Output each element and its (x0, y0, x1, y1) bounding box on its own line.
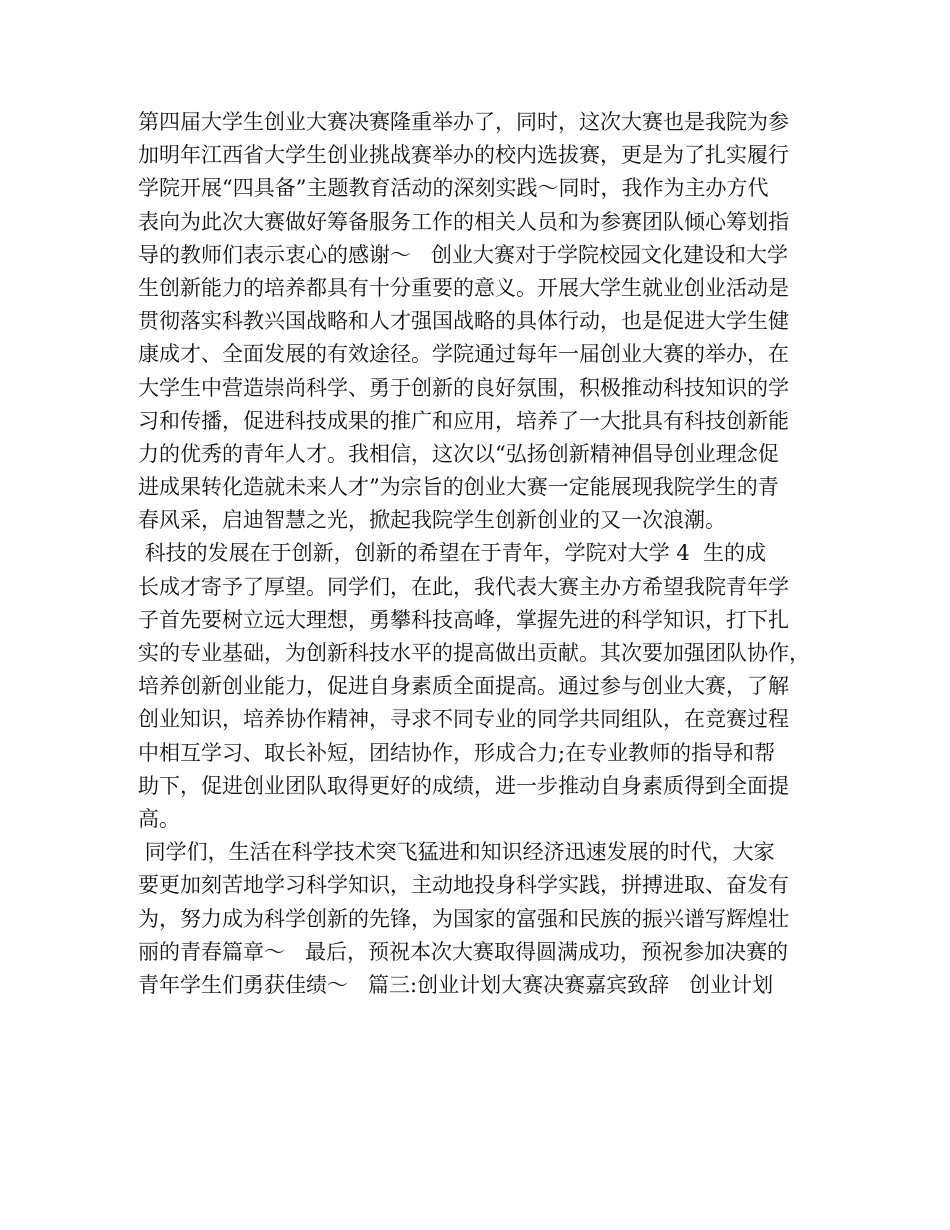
text-line: 助下，促进创业团队取得更好的成绩，进一步推动自身素质得到全面提 (138, 773, 789, 798)
text-line: 学院开展“四具备”主题教育活动的深刻实践～同时，我作为主办方代 (138, 176, 769, 201)
text-line: 高。 (138, 806, 180, 831)
text-line: 习和传播，促进科技成果的推广和应用，培养了一大批具有科技创新能 (138, 408, 789, 433)
text-line: 加明年江西省大学生创业挑战赛举办的校内选拔赛，更是为了扎实履行 (138, 143, 789, 168)
text-line: 丽的青春篇章～ 最后，预祝本次大赛取得圆满成功，预祝参加决赛的 (138, 939, 789, 964)
text-line: 力的优秀的青年人才。我相信，这次以“弘扬创新精神倡导创业理念促 (138, 441, 779, 466)
text-line: 第四届大学生创业大赛决赛隆重举办了，同时，这次大赛也是我院为参 (138, 110, 789, 134)
document-body (138, 106, 818, 1002)
text-line: 子首先要树立远大理想，勇攀科技高峰，掌握先进的科学知识，打下扎 (138, 607, 789, 632)
text-line: 同学们，生活在科学技术突飞猛进和知识经济迅速发展的时代，大家 (138, 840, 775, 865)
text-line: 春风采，启迪智慧之光，掀起我院学生创新创业的又一次浪潮。 (138, 508, 726, 533)
text-line: 培养创新创业能力，促进自身素质全面提高。通过参与创业大赛，了解 (138, 674, 789, 699)
text-line: 青年学生们勇获佳绩～ 篇三:创业计划大赛决赛嘉宾致辞 创业计划 (138, 972, 774, 997)
text-line: 大学生中营造崇尚科学、勇于创新的良好氛围，积极推动科技知识的学 (138, 375, 789, 400)
text-line: 贯彻落实科教兴国战略和人才强国战略的具体行动，也是促进大学生健 (138, 309, 789, 334)
text-line: 科技的发展在于创新，创新的希望在于青年，学院对大学 4 生的成 (138, 541, 767, 566)
text-line: 创业知识，培养协作精神，寻求不同专业的同学共同组队，在竞赛过程 (138, 707, 789, 732)
text-line: 进成果转化造就未来人才”为宗旨的创业大赛一定能展现我院学生的青 (138, 475, 779, 500)
text-line: 表向为此次大赛做好筹备服务工作的相关人员和为参赛团队倾心筹划指 (138, 209, 789, 234)
text-line: 实的专业基础，为创新科技水平的提高做出贡献。其次要加强团队协作， (138, 641, 810, 665)
text-line: 生创新能力的培养都具有十分重要的意义。开展大学生就业创业活动是 (138, 275, 789, 300)
text-line: 导的教师们表示衷心的感谢～ 创业大赛对于学院校园文化建设和大学 (138, 242, 789, 267)
text-line: 康成才、全面发展的有效途径。学院通过每年一届创业大赛的举办，在 (138, 342, 789, 367)
text-line: 为，努力成为科学创新的先锋，为国家的富强和民族的振兴谱写辉煌壮 (138, 906, 789, 931)
text-line: 中相互学习、取长补短，团结协作，形成合力;在专业教师的指导和帮 (138, 740, 776, 765)
text-line: 要更加刻苦地学习科学知识，主动地投身科学实践，拼搏进取、奋发有 (138, 873, 789, 898)
text-line: 长成才寄予了厚望。同学们，在此，我代表大赛主办方希望我院青年学 (138, 574, 789, 599)
